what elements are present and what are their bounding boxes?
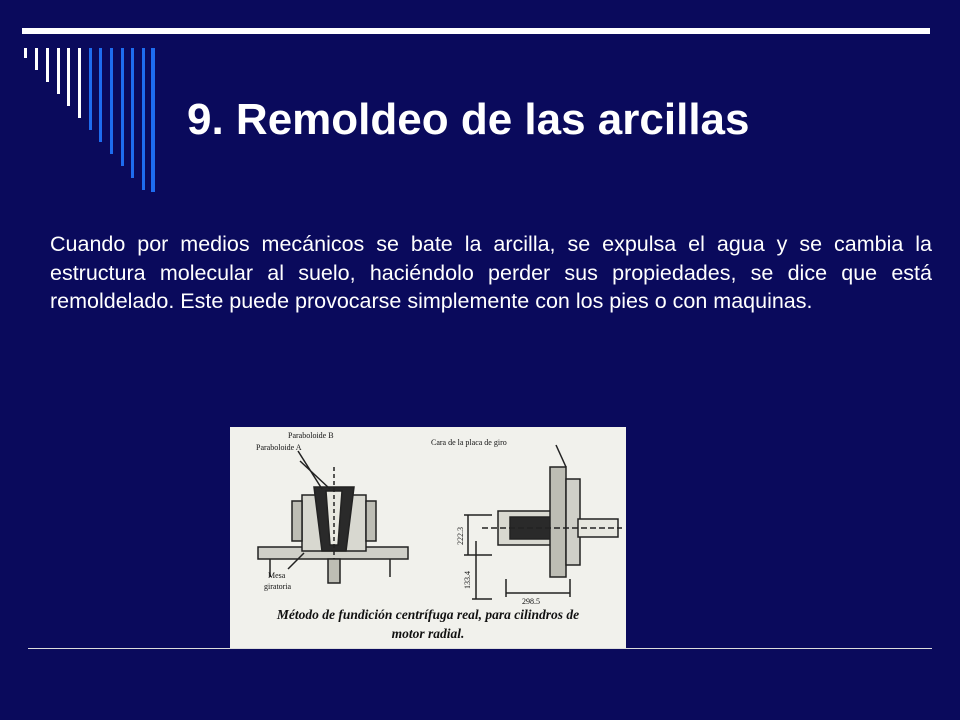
label-dim-298: 298.5 bbox=[522, 597, 540, 606]
label-dim-133: 133.4 bbox=[463, 571, 472, 589]
figure-caption-line-1: Método de fundición centrífuga real, para cilindros de bbox=[276, 607, 580, 622]
figure-image bbox=[230, 427, 626, 648]
centrifugal-casting-diagram bbox=[230, 427, 626, 607]
figure-caption bbox=[230, 605, 626, 643]
figure-caption-line-2: motor radial. bbox=[391, 626, 465, 641]
label-giratoria: giratoria bbox=[264, 582, 292, 591]
label-mesa: Mesa bbox=[268, 571, 286, 580]
bottom-divider-line bbox=[28, 648, 932, 649]
slide-title: 9. Remoldeo de las arcillas bbox=[187, 95, 750, 144]
label-paraboloide-a: Paraboloide A bbox=[256, 443, 302, 452]
decorative-bars bbox=[0, 0, 170, 200]
label-paraboloide-b: Paraboloide B bbox=[288, 431, 334, 440]
label-dim-222: 222.3 bbox=[456, 527, 465, 545]
label-cara-placa: Cara de la placa de giro bbox=[431, 438, 507, 447]
body-paragraph: Cuando por medios mecánicos se bate la arcilla, se expulsa el agua y se cambia la estructura molecular al suelo, haciéndolo perder sus propiedades, se dice que está remoldelado. Este puede provocarse simplemente con los pies o con maquinas. bbox=[50, 232, 932, 313]
